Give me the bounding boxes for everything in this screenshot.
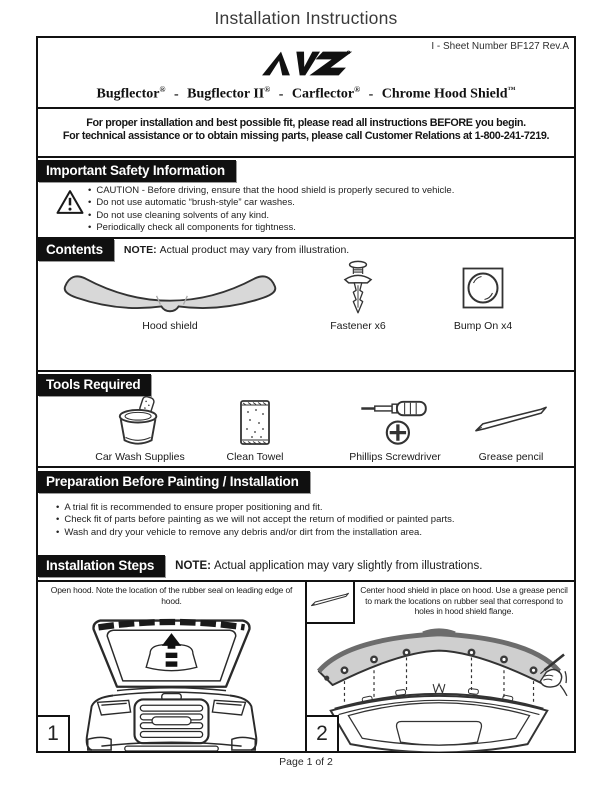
preparation-bullet: • A trial fit is recommended to ensure proper positioning and fit. <box>56 502 556 514</box>
grease-pencil-icon <box>446 392 576 448</box>
trademark-symbol: ® <box>159 85 166 95</box>
page-footer: Page 1 of 2 <box>279 756 333 768</box>
contents-item-hood-shield <box>50 259 290 332</box>
product-name: Bugflector II <box>187 87 265 102</box>
installation-note <box>175 560 482 572</box>
note-label: NOTE: <box>123 244 157 256</box>
clean-towel-icon <box>190 392 320 448</box>
hood-shield-icon <box>50 259 290 317</box>
item-label: Hood shield <box>142 320 198 332</box>
contents-note <box>124 244 349 256</box>
preparation-bullet: • Wash and dry your vehicle to remove any debris and/or dirt from the installation area. <box>56 527 556 539</box>
fastener-icon <box>288 259 428 317</box>
tool-phillips-screwdriver <box>330 392 460 463</box>
item-label: Bump On x4 <box>453 320 513 332</box>
product-name: Carflector <box>291 87 355 102</box>
contents-item-bump-on <box>413 259 553 332</box>
car-wash-supplies-icon <box>75 392 205 448</box>
note-text: Actual product may vary from illustration. <box>159 244 350 256</box>
step-2-text: Center hood shield in place on hood. Use a grease pencil to mark the locations on rubber seal that correspond to holes in hood shield flange. <box>360 585 568 617</box>
safety-section <box>38 158 574 239</box>
product-separator: - <box>368 87 374 102</box>
bump-on-icon <box>413 259 553 317</box>
avs-logo <box>38 47 574 85</box>
contents-item-fastener <box>288 259 428 332</box>
tool-label: Phillips Screwdriver <box>349 451 441 463</box>
avs-logo-icon <box>260 47 352 80</box>
step-1-panel <box>38 582 307 751</box>
safety-bullet: • Do not use cleaning solvents of any kind. <box>88 210 558 222</box>
installation-heading-row <box>38 555 574 580</box>
item-label: Fastener x6 <box>330 320 386 332</box>
step-number-box: 1 <box>38 715 70 751</box>
document-border-box <box>36 36 576 753</box>
safety-bullet: • Periodically check all components for tightness. <box>88 222 558 234</box>
tools-heading: Tools Required <box>38 374 151 396</box>
trademark-symbol: ® <box>264 85 271 95</box>
grease-pencil-icon <box>310 589 350 616</box>
grease-pencil-callout-box <box>307 582 355 624</box>
open-hood-truck-illustration <box>54 603 289 756</box>
safety-bullet: • Do not use automatic “brush-style” car washes. <box>88 197 558 209</box>
product-separator: - <box>278 87 284 102</box>
tools-section <box>38 372 574 468</box>
preparation-heading: Preparation Before Painting / Installation <box>38 471 310 493</box>
preparation-section <box>38 468 574 555</box>
tool-label: Clean Towel <box>226 451 284 463</box>
warning-triangle-icon <box>55 188 85 221</box>
tool-grease-pencil <box>446 392 576 463</box>
phillips-screwdriver-icon <box>330 392 460 448</box>
hood-shield-placement-illustration <box>310 624 568 757</box>
note-text: Actual application may vary slightly from illustrations. <box>213 560 483 572</box>
preparation-bullet: • Check fit of parts before painting as we will not accept the return of modified or painted parts. <box>56 514 556 526</box>
tool-clean-towel <box>190 392 320 463</box>
trademark-symbol: ™ <box>507 85 516 95</box>
tool-label: Car Wash Supplies <box>95 451 185 463</box>
installation-heading: Installation Steps <box>38 555 165 577</box>
contents-heading: Contents <box>38 239 114 261</box>
product-name: Chrome Hood Shield <box>381 87 508 102</box>
product-name: Bugflector <box>96 87 160 102</box>
product-separator: - <box>173 87 179 102</box>
safety-heading: Important Safety Information <box>38 160 236 182</box>
note-label: NOTE: <box>175 560 211 572</box>
trademark-symbol: ® <box>354 85 361 95</box>
product-names <box>38 85 574 103</box>
header-section <box>38 38 574 109</box>
tool-label: Grease pencil <box>478 451 544 463</box>
step-1-text: Open hood. Note the location of the rubber seal on leading edge of hood. <box>50 585 293 606</box>
installation-panels <box>38 580 574 751</box>
step-2-panel <box>307 582 574 751</box>
sheet-number: I - Sheet Number BF127 Rev.A <box>431 41 569 52</box>
page-title: Installation Instructions <box>214 8 398 28</box>
tool-car-wash-supplies <box>75 392 205 463</box>
contents-section <box>38 237 574 372</box>
preparation-bullet-list <box>56 502 556 539</box>
notice-section <box>38 109 574 158</box>
notice-line-1: For proper installation and best possible fit, please read all instructions BEFORE you begin. <box>86 117 526 129</box>
step-number-box: 2 <box>307 715 339 751</box>
safety-bullet: • CAUTION - Before driving, ensure that the hood shield is properly secured to vehicle. <box>88 185 558 197</box>
notice-line-2: For technical assistance or to obtain missing parts, please call Customer Relations at 1-800-241-7219. <box>62 130 550 142</box>
safety-bullet-list <box>88 185 558 234</box>
